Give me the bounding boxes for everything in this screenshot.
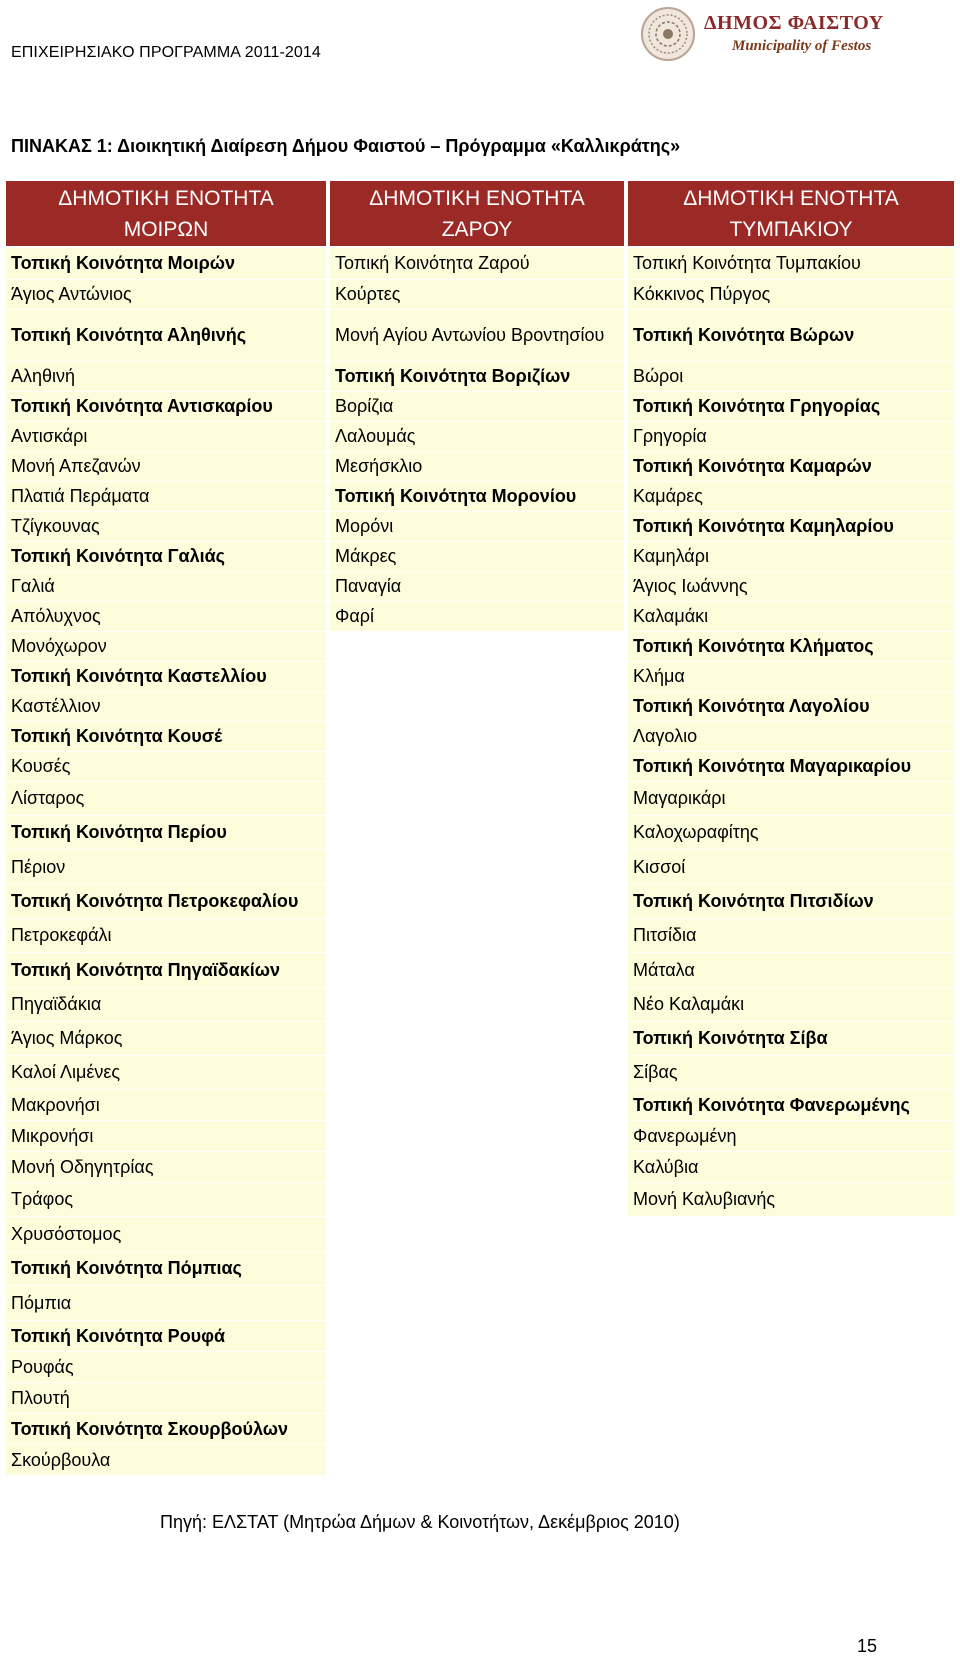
table-cell: Γαλιά xyxy=(6,572,326,602)
table-cell: Τοπική Κοινότητα Κλήματος xyxy=(628,632,954,662)
table-cell xyxy=(330,1121,624,1152)
table-cell: Μάταλα xyxy=(628,953,954,988)
table-cell: Μακρονήσι xyxy=(6,1090,326,1121)
table-cell: Χρυσόστομος xyxy=(6,1217,326,1252)
table-cell: Σκούρβουλα xyxy=(6,1445,326,1476)
table-cell: Τοπική Κοινότητα Γαλιάς xyxy=(6,542,326,572)
table-cell xyxy=(330,722,624,752)
table-cell: Λίσταρος xyxy=(6,782,326,816)
table-cell xyxy=(330,816,624,850)
column-header-line2: ΜΟΙΡΩΝ xyxy=(123,217,209,241)
table-cell: Φανερωμένη xyxy=(628,1121,954,1152)
table-cell xyxy=(628,1414,954,1445)
table-cell xyxy=(330,1022,624,1056)
table-cell: Τοπική Κοινότητα Περίου xyxy=(6,816,326,850)
table-cell: Καλοχωραφίτης xyxy=(628,816,954,850)
table-cell: Τοπική Κοινότητα Λαγολίου xyxy=(628,692,954,722)
table-cell: Μονή Καλυβιανής xyxy=(628,1183,954,1217)
table-cell: Τοπική Κοινότητα Πετροκεφαλίου xyxy=(6,885,326,919)
table-cell: Τοπική Κοινότητα Μαγαρικαρίου xyxy=(628,752,954,782)
table-cell: Τοπική Κοινότητα Πηγαϊδακίων xyxy=(6,953,326,988)
municipality-logo xyxy=(640,6,900,66)
table-cell xyxy=(330,752,624,782)
table-cell: Πλουτή xyxy=(6,1383,326,1414)
table-cell: Τοπική Κοινότητα Καστελλίου xyxy=(6,662,326,692)
table-cell: Τράφος xyxy=(6,1183,326,1217)
table-cell: Τοπική Κοινότητα Σίβα xyxy=(628,1022,954,1056)
table-cell: Τοπική Κοινότητα Φανερωμένης xyxy=(628,1090,954,1121)
table-cell: Τοπική Κοινότητα Αντισκαρίου xyxy=(6,392,326,422)
table-cell: Γρηγορία xyxy=(628,422,954,452)
table-cell: Μονή Απεζανών xyxy=(6,452,326,482)
table-cell: Μονόχωρον xyxy=(6,632,326,662)
table-cell: Λαλουμάς xyxy=(330,422,624,452)
table-cell xyxy=(628,1383,954,1414)
administrative-division-table xyxy=(6,181,954,1476)
table-cell: Τοπική Κοινότητα Βώρων xyxy=(628,310,954,362)
table-title: ΠΙΝΑΚΑΣ 1: Διοικητική Διαίρεση Δήμου Φαιστού – Πρόγραμμα «Καλλικράτης» xyxy=(11,136,681,156)
table-cell xyxy=(330,919,624,953)
table-cell xyxy=(330,782,624,816)
seal-icon xyxy=(640,6,696,62)
table-cell: Τοπική Κοινότητα Βοριζίων xyxy=(330,362,624,392)
table-cell xyxy=(330,632,624,662)
table-cell xyxy=(628,1286,954,1321)
table-cell: Κούρτες xyxy=(330,280,624,310)
table-cell xyxy=(330,662,624,692)
table-cell xyxy=(330,1321,624,1352)
table-cell: Τοπική Κοινότητα Σκουρβούλων xyxy=(6,1414,326,1445)
table-cell: Πηγαϊδάκια xyxy=(6,988,326,1022)
column-header-line2: ΖΑΡΟΥ xyxy=(441,217,513,241)
table-cell: Κουσές xyxy=(6,752,326,782)
table-cell: Τοπική Κοινότητα Γρηγορίας xyxy=(628,392,954,422)
table-cell: Καλαμάκι xyxy=(628,602,954,632)
table-cell xyxy=(330,1152,624,1183)
table-cell: Μαγαρικάρι xyxy=(628,782,954,816)
table-cell: Μονή Αγίου Αντωνίου Βροντησίου xyxy=(330,310,624,362)
column-header xyxy=(6,181,326,246)
column-header-line1: ΔΗΜΟΤΙΚΗ ΕΝΟΤΗΤΑ xyxy=(58,186,274,210)
table-cell xyxy=(628,1252,954,1286)
table-cell: Μικρονήσι xyxy=(6,1121,326,1152)
table-cell: Κισσοί xyxy=(628,850,954,885)
table-cell: Τοπική Κοινότητα Ζαρού xyxy=(330,248,624,280)
table-cell xyxy=(628,1321,954,1352)
table-cell: Πετροκεφάλι xyxy=(6,919,326,953)
table-cell: Τοπική Κοινότητα Πόμπιας xyxy=(6,1252,326,1286)
table-cell: Άγιος Ιωάννης xyxy=(628,572,954,602)
logo-title: ΔΗΜΟΣ ΦΑΙΣΤΟΥ xyxy=(704,12,884,34)
table-cell: Καλοί Λιμένες xyxy=(6,1056,326,1090)
table-cell: Απόλυχνος xyxy=(6,602,326,632)
table-cell xyxy=(330,885,624,919)
table-cell: Μορόνι xyxy=(330,512,624,542)
table-cell xyxy=(330,1056,624,1090)
table-cell: Κόκκινος Πύργος xyxy=(628,280,954,310)
table-cell: Καμηλάρι xyxy=(628,542,954,572)
table-cell: Μάκρες xyxy=(330,542,624,572)
source-note: Πηγή: ΕΛΣΤΑΤ (Μητρώα Δήμων & Κοινοτήτων, Δεκέμβριος 2010) xyxy=(160,1512,680,1532)
table-cell: Καλύβια xyxy=(628,1152,954,1183)
logo-subtitle: Municipality of Festos xyxy=(732,38,872,54)
table-cell: Τοπική Κοινότητα Κουσέ xyxy=(6,722,326,752)
table-cell: Τοπική Κοινότητα Καμηλαρίου xyxy=(628,512,954,542)
table-cell xyxy=(330,692,624,722)
table-cell: Τοπική Κοινότητα Μορονίου xyxy=(330,482,624,512)
table-cell: Μεσήσκλιο xyxy=(330,452,624,482)
table-cell xyxy=(628,1445,954,1476)
table-cell: Τοπική Κοινότητα Πιτσιδίων xyxy=(628,885,954,919)
table-cell: Καμάρες xyxy=(628,482,954,512)
column-header xyxy=(628,181,954,246)
table-cell xyxy=(330,1217,624,1252)
table-cell: Τζίγκουνας xyxy=(6,512,326,542)
table-cell xyxy=(628,1352,954,1383)
table-cell xyxy=(330,1183,624,1217)
table-cell xyxy=(330,1090,624,1121)
table-cell: Βορίζια xyxy=(330,392,624,422)
table-cell: Μονή Οδηγητρίας xyxy=(6,1152,326,1183)
table-cell: Σίβας xyxy=(628,1056,954,1090)
table-cell: Αληθινή xyxy=(6,362,326,392)
table-cell xyxy=(330,1445,624,1476)
table-cell: Βώροι xyxy=(628,362,954,392)
table-cell: Αντισκάρι xyxy=(6,422,326,452)
table-cell: Παναγία xyxy=(330,572,624,602)
table-cell: Τοπική Κοινότητα Ρουφά xyxy=(6,1321,326,1352)
table-cell: Άγιος Μάρκος xyxy=(6,1022,326,1056)
table-cell xyxy=(330,1414,624,1445)
table-cell: Πλατιά Περάματα xyxy=(6,482,326,512)
table-cell xyxy=(330,953,624,988)
program-title: ΕΠΙΧΕΙΡΗΣΙΑΚΟ ΠΡΟΓΡΑΜΜΑ 2011-2014 xyxy=(11,44,321,61)
column-header-line2: ΤΥΜΠΑΚΙΟΥ xyxy=(729,217,853,241)
table-cell: Άγιος Αντώνιος xyxy=(6,280,326,310)
table-cell xyxy=(330,988,624,1022)
table-cell: Πόμπια xyxy=(6,1286,326,1321)
table-cell xyxy=(330,1286,624,1321)
table-cell: Καστέλλιον xyxy=(6,692,326,722)
table-cell: Ρουφάς xyxy=(6,1352,326,1383)
table-cell: Τοπική Κοινότητα Καμαρών xyxy=(628,452,954,482)
column-header xyxy=(330,181,624,246)
table-cell: Πέριον xyxy=(6,850,326,885)
table-cell xyxy=(628,1217,954,1252)
page-number: 15 xyxy=(857,1636,878,1656)
table-cell: Τοπική Κοινότητα Μοιρών xyxy=(6,248,326,280)
table-cell: Τοπική Κοινότητα Αληθινής xyxy=(6,310,326,362)
table-cell: Κλήμα xyxy=(628,662,954,692)
table-cell: Λαγολιο xyxy=(628,722,954,752)
table-cell xyxy=(330,1383,624,1414)
table-cell: Φαρί xyxy=(330,602,624,632)
table-cell: Πιτσίδια xyxy=(628,919,954,953)
table-cell: Τοπική Κοινότητα Τυμπακίου xyxy=(628,248,954,280)
table-cell xyxy=(330,1252,624,1286)
column-header-line1: ΔΗΜΟΤΙΚΗ ΕΝΟΤΗΤΑ xyxy=(369,186,585,210)
table-cell: Νέο Καλαμάκι xyxy=(628,988,954,1022)
table-cell xyxy=(330,850,624,885)
column-header-line1: ΔΗΜΟΤΙΚΗ ΕΝΟΤΗΤΑ xyxy=(683,186,899,210)
table-cell xyxy=(330,1352,624,1383)
